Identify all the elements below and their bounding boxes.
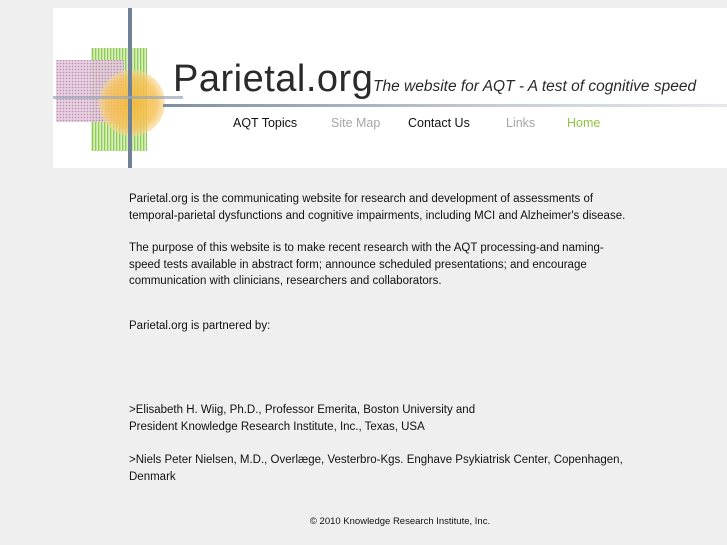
blue-horizontal-bar — [53, 96, 183, 99]
logo-graphic — [53, 8, 183, 168]
site-header — [53, 8, 727, 168]
nav-link-aqt-topics[interactable]: AQT Topics — [233, 116, 298, 130]
header-rule — [163, 104, 727, 107]
partner-nielsen-line-2: Denmark — [129, 470, 176, 483]
site-title: Parietal.org — [173, 58, 374, 100]
purpose-line-1: The purpose of this website is to make recent research with the AQT processing-and naming- — [129, 242, 604, 254]
nav-link-home[interactable]: Home — [567, 116, 601, 130]
intro-paragraph — [129, 191, 689, 224]
purpose-paragraph — [129, 240, 689, 290]
purpose-line-2: speed tests available in abstract form; announce scheduled presentations; and encourage — [129, 258, 587, 271]
partnered-by-text: Parietal.org is partnered by: — [129, 320, 271, 332]
partner-wiig-line-1: >Elisabeth H. Wiig, Ph.D., Professor Emerita, Boston University and — [129, 404, 476, 416]
nav-link-site-map[interactable]: Site Map — [331, 116, 381, 130]
nav-link-links[interactable]: Links — [506, 116, 536, 130]
blue-vertical-bar — [128, 8, 132, 168]
purpose-line-3: communication with clinicians, researchers and collaborators. — [129, 275, 442, 287]
site-tagline: The website for AQT - A test of cognitive speed — [373, 78, 697, 95]
partner-nielsen-line-1: >Niels Peter Nielsen, M.D., Overlæge, Vesterbro-Kgs. Enghave Psykiatrisk Center, Copenhagen, — [129, 454, 623, 466]
main-nav — [53, 114, 727, 132]
footer-copyright: © 2010 Knowledge Research Institute, Inc. — [309, 516, 491, 527]
partner-wiig — [129, 402, 689, 435]
partner-nielsen — [129, 452, 689, 485]
intro-line-2: temporal-parietal dysfunctions and cognitive impairments, including MCI and Alzheimer's disease. — [129, 209, 626, 222]
nav-link-contact-us[interactable]: Contact Us — [408, 116, 470, 130]
intro-line-1: Parietal.org is the communicating website for research and development of assessments of — [129, 193, 594, 205]
partner-wiig-line-2: President Knowledge Research Institute, Inc., Texas, USA — [129, 420, 425, 433]
